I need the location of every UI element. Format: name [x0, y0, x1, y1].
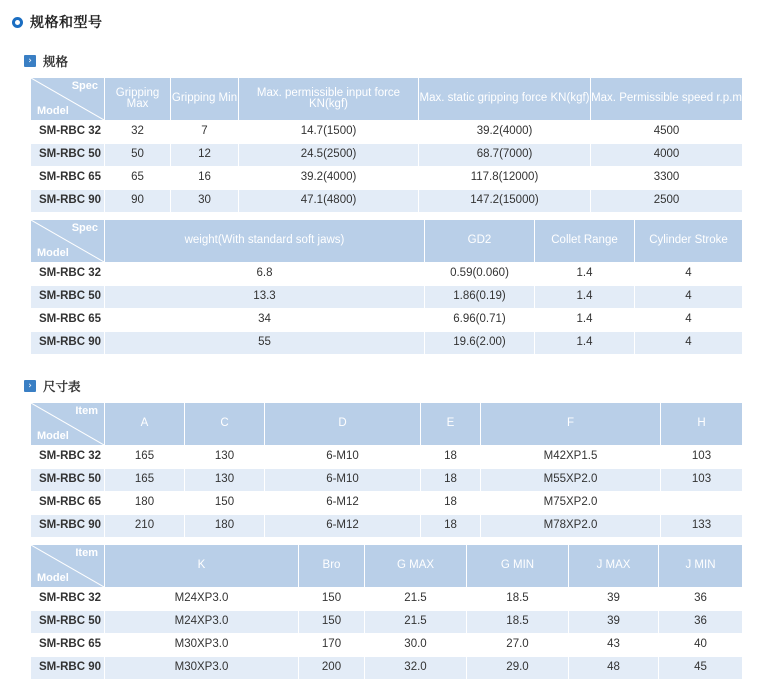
cell: 165 [105, 446, 185, 469]
corner-top-label: Item [75, 405, 98, 417]
cell: 1.4 [535, 332, 635, 355]
cell: 50 [105, 144, 171, 167]
row-model: SM-RBC 32 [31, 263, 105, 286]
column-header: G MIN [467, 545, 569, 588]
column-header: Gripping Max [105, 78, 171, 121]
table-header-row [31, 220, 743, 263]
cell: 65 [105, 167, 171, 190]
row-model: SM-RBC 32 [31, 121, 105, 144]
corner-top-label: Item [75, 547, 98, 559]
table-row [31, 144, 743, 167]
table-header-row [31, 403, 743, 446]
column-header: E [421, 403, 481, 446]
corner-header [31, 220, 105, 263]
cell: 18.5 [467, 611, 569, 634]
table-row [31, 515, 743, 538]
cell: 47.1(4800) [239, 190, 419, 213]
column-header: Collet Range [535, 220, 635, 263]
corner-header [31, 403, 105, 446]
cell: M55XP2.0 [481, 469, 661, 492]
row-model: SM-RBC 65 [31, 309, 105, 332]
column-header: C [185, 403, 265, 446]
cell: 13.3 [105, 286, 425, 309]
table-row [31, 657, 743, 680]
cell: 1.4 [535, 263, 635, 286]
dimension-table-1 [30, 402, 743, 538]
row-model: SM-RBC 50 [31, 469, 105, 492]
cell: M75XP2.0 [481, 492, 661, 515]
table-row [31, 611, 743, 634]
row-model: SM-RBC 90 [31, 657, 105, 680]
cell: 39 [569, 588, 659, 611]
row-model: SM-RBC 90 [31, 332, 105, 355]
cell: M30XP3.0 [105, 657, 299, 680]
cell: 147.2(15000) [419, 190, 591, 213]
column-header: D [265, 403, 421, 446]
spec-table-2 [30, 219, 743, 355]
spec-table-1 [30, 77, 743, 213]
cell: 27.0 [467, 634, 569, 657]
cell: 210 [105, 515, 185, 538]
dimension-table-2-wrapper [0, 544, 771, 680]
cell: 103 [661, 446, 743, 469]
row-model: SM-RBC 32 [31, 588, 105, 611]
column-header: Bro [299, 545, 365, 588]
cell: 6-M12 [265, 492, 421, 515]
table-row [31, 446, 743, 469]
cell: 130 [185, 446, 265, 469]
cell: 103 [661, 469, 743, 492]
cell: 34 [105, 309, 425, 332]
cell: 4 [635, 309, 743, 332]
cell: 90 [105, 190, 171, 213]
corner-top-label: Spec [71, 222, 98, 234]
cell: M78XP2.0 [481, 515, 661, 538]
column-header: Max. permissible input force KN(kgf) [239, 78, 419, 121]
row-model: SM-RBC 50 [31, 286, 105, 309]
cell: M42XP1.5 [481, 446, 661, 469]
cell: 6-M12 [265, 515, 421, 538]
page-title-text: 规格和型号 [30, 14, 103, 30]
cell: 1.86(0.19) [425, 286, 535, 309]
column-header: A [105, 403, 185, 446]
cell: 32 [105, 121, 171, 144]
row-model: SM-RBC 90 [31, 190, 105, 213]
cell: 165 [105, 469, 185, 492]
cell: 48 [569, 657, 659, 680]
cell: M30XP3.0 [105, 634, 299, 657]
cell: 68.7(7000) [419, 144, 591, 167]
table-row [31, 588, 743, 611]
cell: 6-M10 [265, 446, 421, 469]
cell: 4000 [591, 144, 743, 167]
chevron-right-icon: › [24, 380, 36, 392]
cell: 36 [659, 588, 743, 611]
row-model: SM-RBC 90 [31, 515, 105, 538]
cell: 2500 [591, 190, 743, 213]
cell: M24XP3.0 [105, 611, 299, 634]
cell: 180 [105, 492, 185, 515]
spec-table-2-wrapper [0, 219, 771, 355]
cell: 6.8 [105, 263, 425, 286]
cell: 14.7(1500) [239, 121, 419, 144]
table-row [31, 309, 743, 332]
spec-table-1-wrapper [0, 77, 771, 213]
table-row [31, 332, 743, 355]
chevron-right-icon: › [24, 55, 36, 67]
cell: 12 [171, 144, 239, 167]
column-header: GD2 [425, 220, 535, 263]
row-model: SM-RBC 65 [31, 634, 105, 657]
row-model: SM-RBC 65 [31, 167, 105, 190]
cell: 39.2(4000) [419, 121, 591, 144]
column-header: Max. static gripping force KN(kgf) [419, 78, 591, 121]
cell: 130 [185, 469, 265, 492]
table-row [31, 263, 743, 286]
row-model: SM-RBC 32 [31, 446, 105, 469]
cell: 18 [421, 469, 481, 492]
table-row [31, 121, 743, 144]
cell: M24XP3.0 [105, 588, 299, 611]
table-row [31, 469, 743, 492]
cell: 4 [635, 286, 743, 309]
column-header: Max. Permissible speed r.p.m [591, 78, 743, 121]
bullet-icon [12, 17, 23, 28]
cell: 170 [299, 634, 365, 657]
cell: 4 [635, 332, 743, 355]
cell: 39.2(4000) [239, 167, 419, 190]
column-header: J MIN [659, 545, 743, 588]
cell: 30 [171, 190, 239, 213]
column-header: Cylinder Stroke [635, 220, 743, 263]
row-model: SM-RBC 65 [31, 492, 105, 515]
column-header: K [105, 545, 299, 588]
table-row [31, 167, 743, 190]
corner-bottom-label: Model [37, 572, 69, 584]
dimension-table-1-wrapper [0, 402, 771, 538]
table-header-row [31, 545, 743, 588]
cell: 18 [421, 492, 481, 515]
cell: 30.0 [365, 634, 467, 657]
cell: 45 [659, 657, 743, 680]
cell: 6.96(0.71) [425, 309, 535, 332]
cell: 4500 [591, 121, 743, 144]
cell: 6-M10 [265, 469, 421, 492]
dimension-table-2 [30, 544, 743, 680]
cell: 40 [659, 634, 743, 657]
cell: 16 [171, 167, 239, 190]
page-title [0, 0, 771, 30]
row-model: SM-RBC 50 [31, 611, 105, 634]
section-label-dimensions: 尺寸表 [43, 380, 81, 394]
row-model: SM-RBC 50 [31, 144, 105, 167]
cell: 21.5 [365, 588, 467, 611]
cell: 150 [299, 588, 365, 611]
cell: 133 [661, 515, 743, 538]
table-header-row [31, 78, 743, 121]
cell: 18 [421, 446, 481, 469]
cell: 18.5 [467, 588, 569, 611]
cell: 1.4 [535, 286, 635, 309]
corner-bottom-label: Model [37, 247, 69, 259]
cell: 4 [635, 263, 743, 286]
corner-bottom-label: Model [37, 430, 69, 442]
cell: 7 [171, 121, 239, 144]
column-header: Gripping Min [171, 78, 239, 121]
cell: 1.4 [535, 309, 635, 332]
cell: 18 [421, 515, 481, 538]
cell: 150 [299, 611, 365, 634]
column-header: G MAX [365, 545, 467, 588]
cell: 36 [659, 611, 743, 634]
section-heading-dimensions [24, 377, 771, 395]
corner-header [31, 545, 105, 588]
corner-header [31, 78, 105, 121]
column-header: F [481, 403, 661, 446]
cell: 117.8(12000) [419, 167, 591, 190]
cell: 55 [105, 332, 425, 355]
corner-top-label: Spec [71, 80, 98, 92]
cell: 3300 [591, 167, 743, 190]
section-heading-spec [24, 52, 771, 70]
column-header: weight(With standard soft jaws) [105, 220, 425, 263]
column-header: H [661, 403, 743, 446]
table-row [31, 190, 743, 213]
cell: 39 [569, 611, 659, 634]
table-row [31, 492, 743, 515]
corner-bottom-label: Model [37, 105, 69, 117]
cell [661, 492, 743, 515]
table-row [31, 634, 743, 657]
cell: 19.6(2.00) [425, 332, 535, 355]
cell: 180 [185, 515, 265, 538]
cell: 24.5(2500) [239, 144, 419, 167]
cell: 21.5 [365, 611, 467, 634]
section-label-spec: 规格 [43, 55, 69, 69]
cell: 200 [299, 657, 365, 680]
cell: 32.0 [365, 657, 467, 680]
cell: 150 [185, 492, 265, 515]
cell: 29.0 [467, 657, 569, 680]
column-header: J MAX [569, 545, 659, 588]
table-row [31, 286, 743, 309]
cell: 0.59(0.060) [425, 263, 535, 286]
cell: 43 [569, 634, 659, 657]
